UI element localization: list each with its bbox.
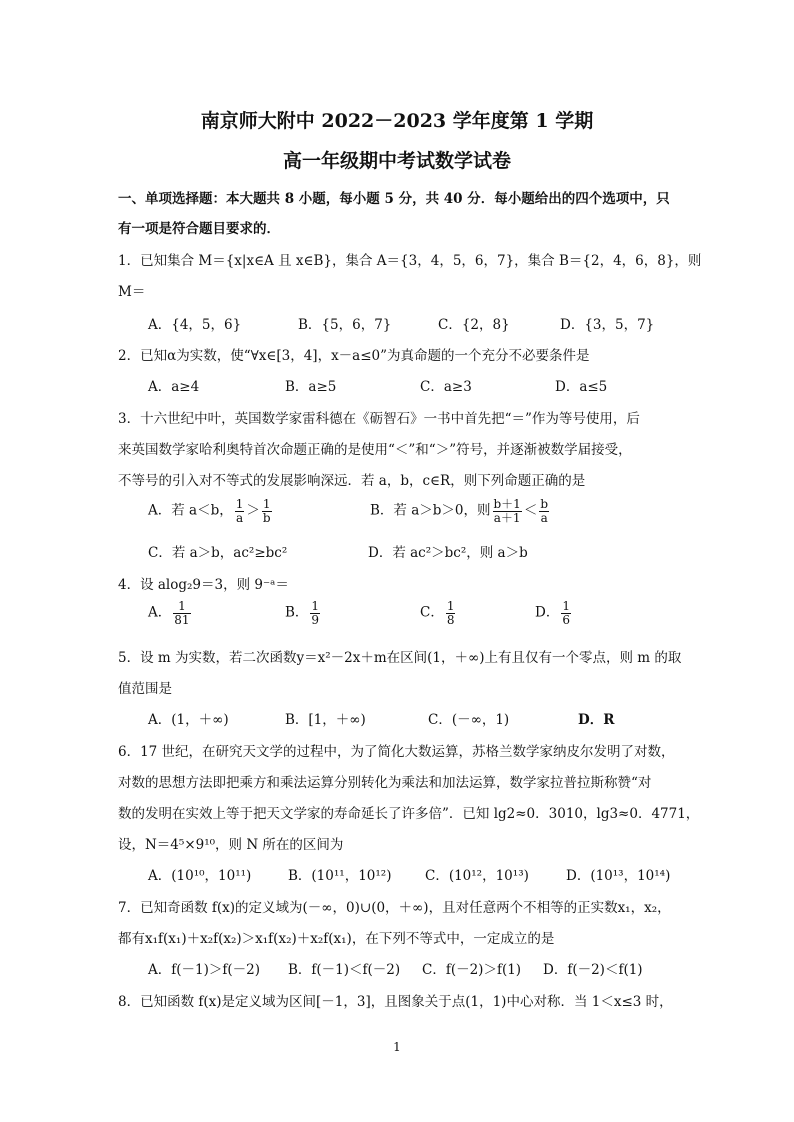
q1-option-d: D．{3，5，7} [560,317,655,333]
q7-stem-line-1: 7．已知奇函数 f(x)的定义域为(－∞，0)∪(0，＋∞)，且对任意两个不相等的正实数x₁，x₂， [118,900,671,916]
q5-option-b: B．[1，＋∞) [285,712,366,728]
q3-option-a-prefix: A．若 a＜b， [148,502,233,519]
section-heading-line-1: 一、单项选择题：本大题共 8 小题，每小题 5 分，共 40 分．每小题给出的四个选项中，只 [118,191,670,207]
q2-stem-line-1: 2．已知α为实数，使“∀x∈[3，4]，x－a≤0”为真命题的一个充分不必要条件是 [118,348,590,364]
q3-option-b [370,498,551,524]
q5-option-d: D．R [578,712,615,728]
q2-option-a: A．a≥4 [148,379,200,395]
q6-stem-line-2: 对数的思想方法即把乘方和乘法运算分别转化为乘法和加法运算，数学家拉普拉斯称赞“对 [118,775,652,791]
q3-stem-line-3: 不等号的引入对不等式的发展影响深远．若 a，b，c∈R，则下列命题正确的是 [118,473,586,489]
q3-stem-line-1: 3．十六世纪中叶，英国数学家雷科德在《砺智石》一书中首先把“＝”作为等号使用，后 [118,411,640,427]
q1-option-c: C．{2，8} [438,317,510,333]
q5-stem-line-1: 5．设 m 为实数，若二次函数y＝x²－2x＋m在区间(1，＋∞)上有且仅有一个零点，则 m 的取 [118,650,682,666]
q1-option-a: A．{4，5，6} [148,317,242,333]
q5-stem-line-2: 值范围是 [118,681,172,697]
q4-option-c: C． $\frac{1}{8}$ [420,599,455,627]
q6-option-a: A．(10¹⁰，10¹¹) [148,868,252,884]
q7-option-d: D．f(－2)＜f(1) [543,962,643,978]
page-number: 1 [393,1040,401,1054]
q3-option-a-sign: ＞ [246,502,260,519]
q7-stem-line-2: 都有x₁f(x₁)＋x₂f(x₂)＞x₁f(x₂)＋x₂f(x₁)，在下列不等式中，一定成立的是 [118,931,555,947]
q4-option-a: A． $\frac{1}{81}$ [148,599,190,627]
q3-option-a-fraction-2: $\frac{1}{b}$ [262,497,271,525]
q2-option-d: D．a≤5 [555,379,608,395]
q3-option-a-fraction-1: $\frac{1}{a}$ [235,497,244,525]
exam-subtitle: 高一年级期中考试数学试卷 [282,150,511,172]
q3-option-b-fraction-2: $\frac{b}{a}$ [540,497,549,525]
q7-option-a: A．f(－1)＞f(－2) [148,962,260,978]
q6-option-b: B．(10¹¹，10¹²) [288,868,392,884]
q5-option-c: C．(－∞，1) [428,712,510,728]
q3-option-b-prefix: B．若 a＞b＞0，则 [370,502,491,519]
q5-option-a: A．(1，＋∞) [148,712,229,728]
q4-option-b: B． $\frac{1}{9}$ [285,599,320,627]
q1-option-b: B．{5，6，7} [298,317,392,333]
q3-stem-line-2: 来英国数学家哈利奥特首次命题正确的是使用“＜”和“＞”符号，并逐渐被数学届接受， [118,442,632,458]
q6-option-c: C．(10¹²，10¹³) [425,868,529,884]
q4-stem-line-1: 4．设 alog₂9＝3，则 9⁻ᵃ＝ [118,577,289,593]
q2-option-b: B．a≥5 [285,379,337,395]
q1-stem-line-2: M＝ [118,284,146,300]
q3-option-b-fraction-1: $\frac{b+1}{a+1}$ [493,497,521,525]
q3-option-c: C．若 a＞b，ac²≥bc² [148,545,288,561]
q6-stem-line-4: 设，N＝4⁵×9¹⁰，则 N 所在的区间为 [118,837,344,853]
q2-option-c: C．a≥3 [420,379,472,395]
exam-title: 南京师大附中 2022－2023 学年度第 1 学期 [200,110,594,132]
q6-stem-line-1: 6．17 世纪，在研究天文学的过程中，为了简化大数运算，苏格兰数学家纳皮尔发明了对数， [118,744,675,760]
q3-option-d: D．若 ac²＞bc²，则 a＞b [368,545,528,561]
q6-stem-line-3: 数的发明在实效上等于把天文学家的寿命延长了许多倍”．已知 lg2≈0．3010，lg3≈0．4771， [118,806,700,822]
q7-option-c: C．f(－2)＞f(1) [422,962,522,978]
q6-option-d: D．(10¹³，10¹⁴) [566,868,671,884]
section-heading-line-2: 有一项是符合题目要求的． [118,221,280,237]
q1-stem-line-1: 1．已知集合 M＝{x|x∈A 且 x∈B}，集合 A＝{3，4，5，6，7}，集合 B＝{2，4，6，8}，则 [118,253,702,269]
q3-option-a [148,498,274,524]
q8-stem-line-1: 8．已知函数 f(x)是定义域为区间[－1，3]，且图象关于点(1，1)中心对称．当 1＜x≤3 时， [118,994,673,1010]
q4-option-d: D． $\frac{1}{6}$ [535,599,570,627]
q3-option-b-sign: ＜ [523,502,538,519]
q7-option-b: B．f(－1)＜f(－2) [288,962,401,978]
